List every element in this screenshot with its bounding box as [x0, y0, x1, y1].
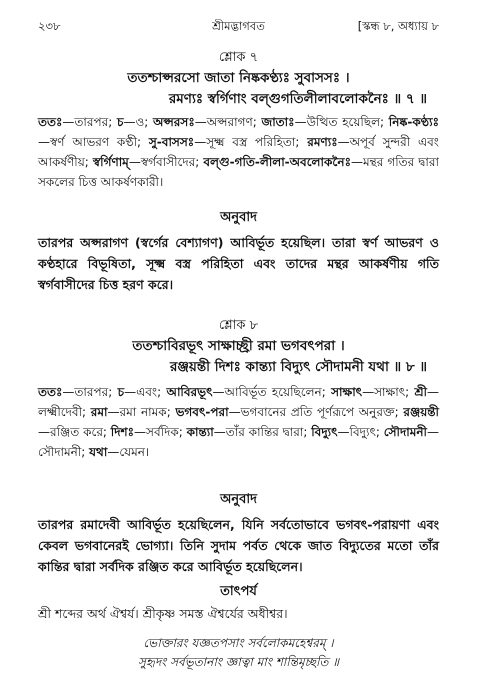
- synonym-gloss: —তারপর;: [62, 115, 117, 129]
- synonym-gloss: —এবং;: [124, 385, 167, 399]
- synonym-term: ততঃ: [38, 115, 63, 129]
- synonym-gloss: —সূক্ষ্ম বস্ত্র পরিহিতা;: [194, 135, 308, 149]
- synonym-term: জাতাঃ: [261, 115, 295, 129]
- synonym-term: বিদ্যুৎ: [311, 425, 338, 439]
- page-number: ২৩৮: [38, 19, 61, 33]
- verse-8-line-1: ততশ্চাবিরভূৎ সাক্ষাচ্ছ্রী রমা ভগবৎপরা ।: [132, 338, 345, 354]
- synonym-gloss: —সর্বদিক;: [134, 425, 187, 439]
- verse-7-title: শ্লোক ৭: [218, 50, 259, 65]
- synonym-gloss: —তারপর;: [62, 385, 118, 399]
- purport-quote: [0, 634, 477, 672]
- synonym-term: চ: [117, 385, 125, 399]
- synonym-term: দিশঃ: [110, 425, 135, 439]
- verse-8-text: [38, 336, 439, 378]
- synonym-gloss: —স্বর্গবাসীদের;: [128, 155, 204, 169]
- book-title: শ্রীমদ্ভাগবত: [212, 19, 265, 33]
- synonym-gloss: —উত্থিত হয়েছিল;: [294, 115, 389, 129]
- synonym-gloss: —লক্ষ্মীদেবী;: [38, 385, 439, 419]
- synonym-gloss: —মন্থর গতির দ্বারা সকলের চিত্ত আকর্ষণকারী।: [38, 155, 439, 189]
- synonym-gloss: —রঞ্জিত করে;: [38, 425, 111, 439]
- synonym-term: রমা: [90, 405, 108, 419]
- purport-text: শ্রী শব্দের অর্থ ঐশ্বর্য। শ্রীকৃষ্ণ সমস্ত ঐশ্বর্যের অধীশ্বর।: [38, 606, 288, 621]
- synonym-gloss: —ও;: [123, 115, 154, 129]
- verse-7-translation: তারপর অপ্সরাগণ (স্বর্গের বেশ্যাগণ) আবির্ভূত হয়েছিল। তারা স্বর্ণ আভরণ ও কণ্ঠহারে বিভূষিতা, সূক্ষ্ম বস্ত্র পরিহিতা এবং তাদের মন্থর আকর্ষণীয় গতি স্বর্গবাসীদের চিত্ত হরণ করে।: [38, 235, 439, 292]
- synonym-term: স্বর্গিণাম্: [92, 155, 129, 169]
- synonym-gloss: —সৌদামনী;: [38, 425, 439, 459]
- synonym-term: অপ্সরসঃ: [153, 115, 195, 129]
- verse-7-line-1: ততশ্চাপ্সরসো জাতা নিষ্ককণ্ঠ্যঃ সুবাসসঃ ।: [127, 70, 350, 86]
- verse-7-synonyms: [38, 112, 439, 192]
- verse-8-line-2: রঞ্জয়ন্তী দিশঃ কান্ত্যা বিদ্যুৎ সৌদামনী যথা ॥ ৮ ॥: [169, 359, 427, 375]
- synonym-gloss: —অপূর্ব সুন্দরী এবং আকর্ষণীয়;: [38, 135, 439, 169]
- verse-8-translation: তারপর রমাদেবী আবির্ভূত হয়েছিলেন, যিনি সর্বতোভাবে ভগবৎ-পরায়ণা এবং কেবল ভগবানেরই ভোগ্যা। তিনি সুদাম পর্বত থেকে জাত বিদ্যুতের মতো তাঁর কান্তির দ্বারা সর্বদিক রঞ্জিত করে আবির্ভূত হয়েছিলেন।: [38, 517, 439, 574]
- synonym-term: যথা: [89, 445, 108, 459]
- synonym-term: বল্গু-গতি-লীলা-অবলোকনৈঃ: [203, 155, 351, 169]
- synonym-term: সৌদামনী: [383, 425, 427, 439]
- synonym-term: রঞ্জয়ন্তী: [403, 405, 439, 419]
- synonym-term: চ: [116, 115, 124, 129]
- synonym-term: শ্রী: [414, 385, 427, 399]
- verse-7-line-2: রমণ্যঃ স্বর্গিণাং বল্গুগতিলীলাবলোকনৈঃ ॥ ৭ ॥: [168, 91, 427, 107]
- synonym-term: আবিরভূৎ: [166, 385, 213, 399]
- verse-8-translation-heading: অনুবাদ: [220, 492, 257, 507]
- synonym-term: ভগবৎ-পরা: [175, 405, 229, 419]
- synonym-gloss: —সাক্ষাৎ;: [362, 385, 415, 399]
- synonym-term: সু-বাসসঃ: [148, 135, 195, 149]
- verse-8-synonyms: [38, 382, 439, 462]
- quote-line-1: ভোক্তারং যজ্ঞতপসাং সর্বলোকমহেশ্বরম্ ।: [143, 636, 334, 650]
- synonym-term: রমণ্যঃ: [307, 135, 338, 149]
- synonym-gloss: —তাঁর কান্তির দ্বারা;: [213, 425, 312, 439]
- purport-heading: তাৎপর্য: [220, 584, 257, 599]
- synonym-term: কান্ত্যা: [186, 425, 214, 439]
- verse-8-title: শ্লোক ৮: [218, 318, 259, 333]
- synonym-gloss: —যেমন।: [107, 445, 150, 459]
- synonym-gloss: —স্বর্ণ আভরণ কণ্ঠী;: [38, 135, 149, 149]
- verse-7-translation-heading: অনুবাদ: [220, 210, 257, 225]
- synonym-term: নিষ্ক-কণ্ঠ্যঃ: [388, 115, 439, 129]
- synonym-gloss: —বিদ্যুৎ;: [337, 425, 384, 439]
- verse-7-text: [38, 68, 439, 110]
- synonym-gloss: —আবির্ভূত হয়েছিলেন;: [212, 385, 332, 399]
- synonym-gloss: —ভগবানের প্রতি পূর্ণরূপে অনুরক্ত;: [228, 405, 404, 419]
- page-header: [38, 18, 439, 36]
- synonym-gloss: —রমা নামক;: [107, 405, 176, 419]
- synonym-gloss: —অপ্সরাগণ;: [194, 115, 262, 129]
- synonym-term: সাক্ষাৎ: [331, 385, 363, 399]
- quote-line-2: সুহৃদং সর্বভূতানাং জ্ঞাত্বা মাং শান্তিমৃচ্ছতি ॥: [137, 655, 340, 669]
- synonym-term: ততঃ: [38, 385, 63, 399]
- section-label: [স্কন্ধ ৮, অধ্যায় ৮: [357, 19, 439, 33]
